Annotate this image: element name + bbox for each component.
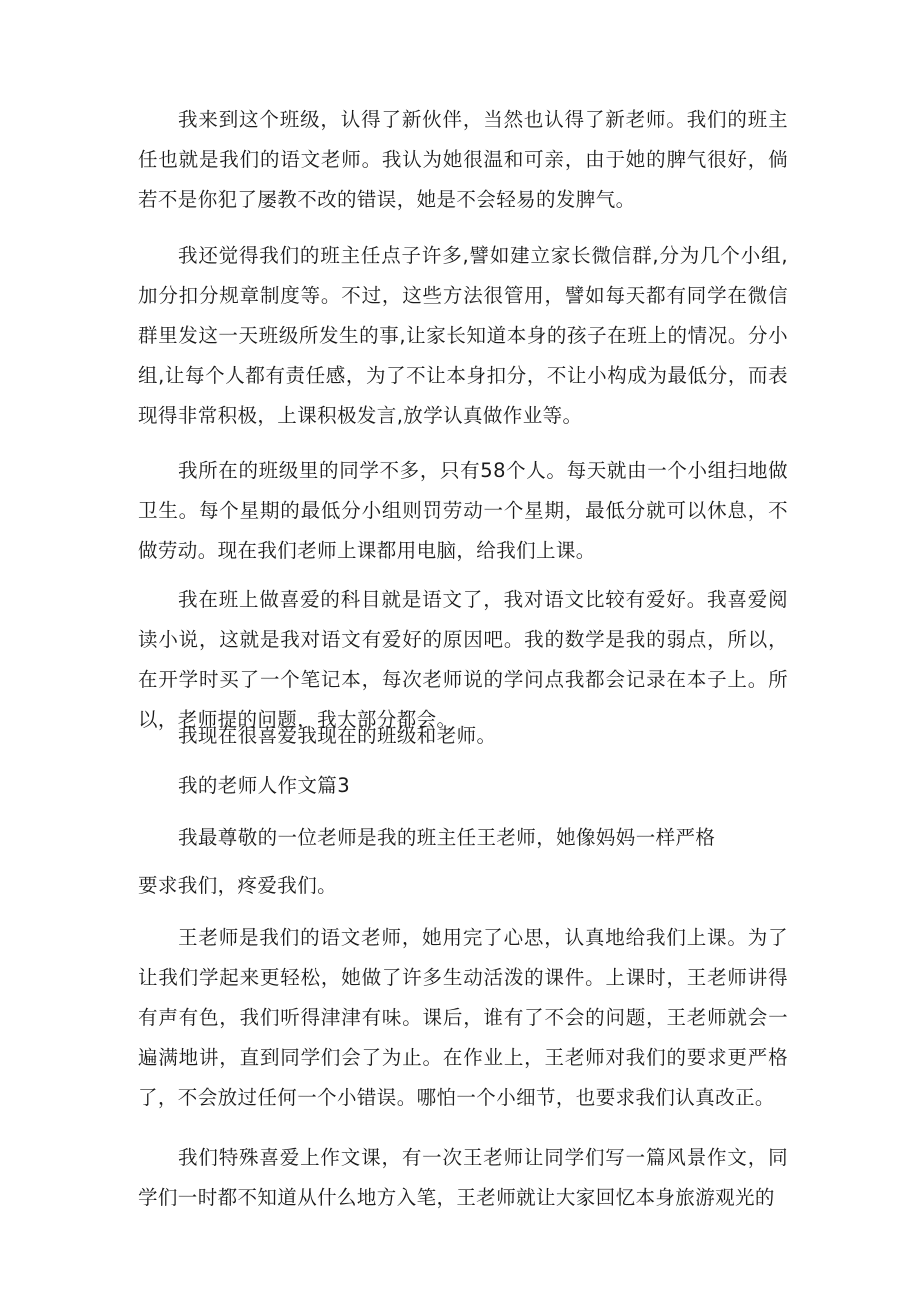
paragraph-1: 我来到这个班级，认得了新伙伴，当然也认得了新老师。我们的班主任也就是我们的语文老师。我认为她很温和可亲，由于她的脾气很好，倘若不是你犯了屡教不改的错误，她是不会轻易的发脾气。 — [138, 108, 788, 211]
paragraph-5: 我现在很喜爱我现在的班级和老师。 — [178, 724, 497, 747]
paragraph-6-continued: 要求我们，疼爱我们。 — [138, 874, 338, 897]
paragraph-3: 我所在的班级里的同学不多，只有58个人。每天就由一个小组扫地做卫生。每个星期的最低分小组则罚劳动一个星期，最低分就可以休息，不做劳动。现在我们老师上课都用电脑，给我们上课。 — [138, 459, 788, 562]
section-heading: 我的老师人作文篇3 — [178, 774, 351, 797]
paragraph-8: 我们特殊喜爱上作文课，有一次王老师让同学们写一篇风景作文，同学们一时都不知道从什么地方入笔，王老师就让大家回忆本身旅游观光的 — [138, 1146, 788, 1209]
paragraph-2: 我还觉得我们的班主任点子许多,譬如建立家长微信群,分为几个小组,加分扣分规章制度等。不过，这些方法很管用，譬如每天都有同学在微信群里发这一天班级所发生的事,让家长知道本身的孩子在班上的情况。分小组,让每个人都有责任感，为了不让本身扣分，不让小构成为最低分，而表现得非常积极，上课积极发言,放学认真做作业等。 — [138, 244, 788, 427]
paragraph-4: 我在班上做喜爱的科目就是语文了，我对语文比较有爱好。我喜爱阅读小说，这就是我对语文有爱好的原因吧。我的数学是我的弱点，所以，在开学时买了一个笔记本，每次老师说的学问点我都会记录在本子上。所以，老师提的问题，我大部分都会。 — [138, 588, 788, 731]
paragraph-7: 王老师是我们的语文老师，她用完了心思，认真地给我们上课。为了让我们学起来更轻松，她做了许多生动活泼的课件。上课时，王老师讲得有声有色，我们听得津津有味。课后，谁有了不会的问题，王老师就会一遍满地讲，直到同学们会了为止。在作业上，王老师对我们的要求更严格了，不会放过任何一个小错误。哪怕一个小细节，也要求我们认真改正。 — [138, 926, 788, 1109]
paragraph-6: 我最尊敬的一位老师是我的班主任王老师，她像妈妈一样严格 — [178, 826, 716, 849]
